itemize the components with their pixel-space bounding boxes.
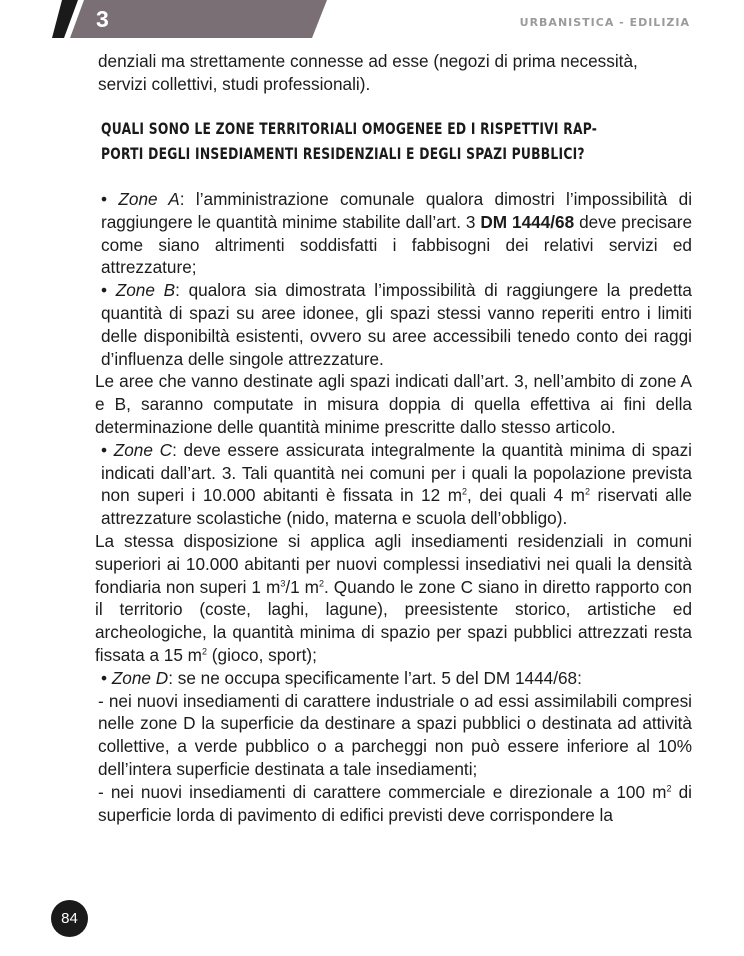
bullet: • <box>101 280 108 301</box>
para-c-text-4: (gioco, sport); <box>207 644 317 665</box>
para-c-text-1: La stessa disposizione si applica agli insediamenti residenziali in comuni superiori ai 10.000 abitanti per nuovi complessi insediativi nei quali la densità fondiaria non superi 1 m <box>95 530 692 597</box>
header-band <box>52 0 327 38</box>
superscript: 2 <box>585 486 591 497</box>
dash-item-2-text-2: di superficie lorda di pavimento di edifici previsti deve corrispondere la <box>98 781 693 825</box>
superscript: 2 <box>202 646 208 657</box>
superscript: 3 <box>280 577 286 588</box>
zone-a-text-end: deve precisare come siano altrimenti soddisfatti i fabbisogni dei relativi servizi ed attrezzature; <box>101 211 692 278</box>
dash-item-2-text-1: - nei nuovi insediamenti di carattere commerciale e direzionale a 100 m <box>98 781 667 802</box>
intro-line: denziali ma strettamente connesse ad esse (negozi di prima necessità, <box>98 51 638 71</box>
zone-d-label: Zone D <box>111 667 169 688</box>
chapter-number: 3 <box>96 6 109 32</box>
superscript: 2 <box>462 486 468 497</box>
dash-item-2 <box>98 781 692 827</box>
zone-a-ref: DM 1444/68 <box>480 211 575 232</box>
para-c-text-3: . Quando le zone C siano in diretto rapporto con il territorio (coste, laghi, lagune), preesistente storico, artistiche ed archeologiche, la quantità minima di spazio per spazi pubblici attrezzati resta fissata a 15 m <box>95 576 692 665</box>
body-text <box>95 188 693 826</box>
section-label: URBANISTICA - EDILIZIA <box>519 16 690 29</box>
zone-b-paragraph <box>98 279 692 370</box>
zone-c-text-1: : deve essere assicurata integralmente la quantità minima di spazi indicati dall’art. 3. Tali quantità nei comuni per i quali la popolazione prevista non superi i 10.000 abitanti è fissata in 12 m <box>101 439 692 506</box>
zone-a-paragraph <box>98 188 692 279</box>
zone-a-label: Zone A <box>118 189 180 209</box>
header-band-shape <box>52 0 327 38</box>
superscript: 2 <box>318 577 324 588</box>
zone-b-text: : qualora sia dimostrata l’impossibilità di raggiungere la predetta quantità di spazi su aree idonee, gli spazi stessi vanno reperiti entro i limiti delle disponibiltà esistenti, ovvero su aree accessibili tenedo conto dei raggi d’influenza delle singole attrezzature. <box>101 280 692 369</box>
bullet: • <box>101 189 108 209</box>
zone-d-text: : se ne occupa specificamente l’art. 5 del DM 1444/68: <box>168 667 582 688</box>
zone-c-text-3: riservati alle attrezzature scolastiche (nido, materna e scuola dell’obbligo). <box>101 485 692 529</box>
zone-a-text: : l’amministrazione comunale qualora dimostri l’impossibilità di raggiungere le quantità minime stabilite dall’art. 3 <box>101 189 693 232</box>
question-line-1: QUALI SONO LE ZONE TERRITORIALI OMOGENEE ED I RISPETTIVI RAP- <box>101 120 598 138</box>
zones-ab-paragraph: Le aree che vanno destinate agli spazi indicati dall’art. 3, nell’ambito di zone A e B, saranno computate in misura doppia di quella effettiva ai fini della determinazione delle quantità minime prescritte dallo stesso articolo. <box>95 371 692 437</box>
question-heading <box>101 117 694 167</box>
zone-c-paragraph <box>98 439 692 530</box>
bullet: • <box>101 439 108 460</box>
bullet: • <box>101 667 108 688</box>
para-c-text-2: /1 m <box>285 576 319 597</box>
page-number-badge: 84 <box>51 900 88 937</box>
zone-b-label: Zone B <box>115 280 176 301</box>
question-line-2: PORTI DEGLI INSEDIAMENTI RESIDENZIALI E DEGLI SPAZI PUBBLICI? <box>101 145 585 163</box>
zone-c-label: Zone C <box>113 439 173 460</box>
intro-text <box>98 50 692 96</box>
superscript: 2 <box>666 782 672 793</box>
zone-d-paragraph <box>98 667 692 690</box>
intro-line: servizi collettivi, studi professionali). <box>98 73 371 94</box>
dash-item-1: - nei nuovi insediamenti di carattere industriale o ad essi assimilabili compresi nelle zone D la superficie da destinare a spazi pubblici o destinata ad attività collettive, a verde pubblico o a parcheggi non può essere inferiore al 10% dell’intera superficie destinata a tale insediamenti; <box>98 690 692 779</box>
zone-c-text-2: , dei quali 4 m <box>467 485 586 506</box>
zone-c-extra-paragraph <box>95 530 692 667</box>
